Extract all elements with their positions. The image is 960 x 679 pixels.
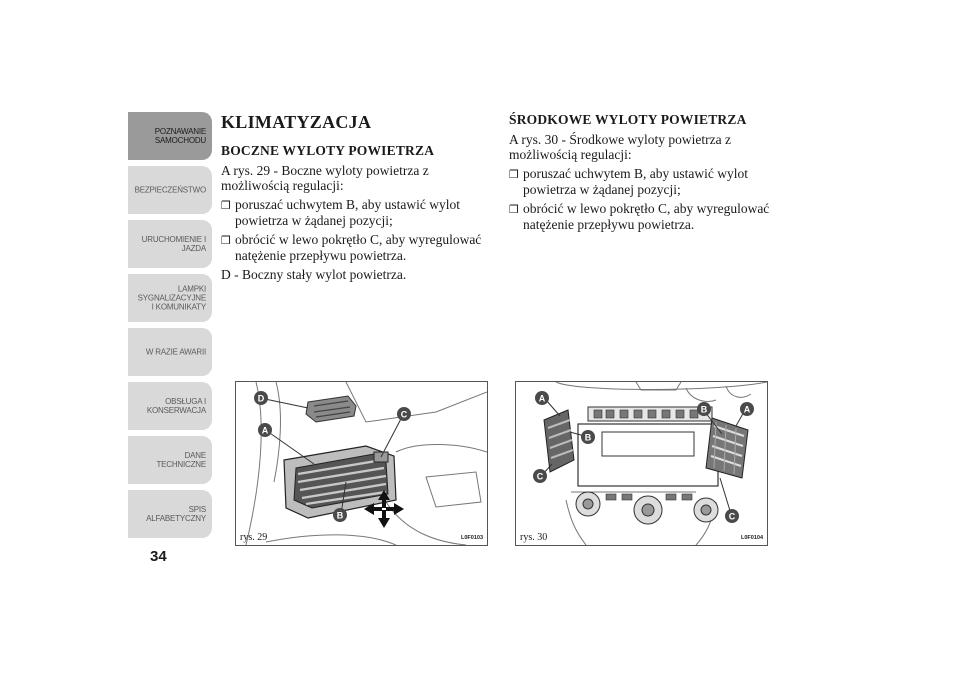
callout-label: B (336, 510, 344, 521)
callout-label: C (400, 409, 408, 420)
page-number: 34 (150, 548, 167, 565)
right-column (509, 112, 784, 236)
figure-caption: rys. 29 (240, 532, 268, 543)
tab-uruchomienie-i-jazda[interactable] (128, 220, 212, 268)
fixed-vent-note: D - Boczny stały wylot powietrza. (221, 267, 407, 282)
tab-w-razie-awarii[interactable] (128, 328, 212, 376)
checkbox-bullet-icon: ❒ (221, 234, 231, 247)
tab-label: OBSŁUGA I KONSERWACJA (146, 397, 206, 415)
callout-label: C (536, 471, 544, 482)
tab-label: LAMPKI SYGNALIZACYJNE I KOMUNIKATY (137, 284, 206, 312)
side-vents-heading: BOCZNE WYLOTY POWIETRZA (221, 143, 435, 158)
tab-label: URUCHOMIENIE I JAZDA (141, 235, 206, 253)
center-vents-intro: A rys. 30 - Środkowe wyloty powietrza z możliwością regulacji: (509, 132, 731, 162)
section-title: KLIMATYZACJA (221, 112, 372, 132)
callout-label: D (257, 393, 265, 404)
tab-poznawanie-samochodu[interactable] (128, 112, 212, 160)
callout-label: B (700, 404, 708, 415)
tab-obsluga-i-konserwacja[interactable] (128, 382, 212, 430)
tab-label: DANE TECHNICZNE (156, 451, 206, 469)
bullet-item: ❒ obrócić w lewo pokrętło C, aby wyregulować natężenie przepływu powietrza. (509, 201, 770, 232)
checkbox-bullet-icon: ❒ (509, 168, 519, 181)
figure-caption: rys. 30 (520, 532, 548, 543)
tab-label: POZNAWANIE SAMOCHODU (154, 127, 206, 145)
center-vents-heading: ŚRODKOWE WYLOTY POWIETRZA (509, 112, 747, 127)
callout-label: A (261, 425, 269, 436)
figure-code: L0F0104 (740, 535, 763, 541)
figure-code: L0F0103 (460, 535, 483, 541)
tab-label: W RAZIE AWARII (145, 347, 206, 357)
chapter-tabs (128, 112, 212, 544)
bullet-item: ❒ poruszać uchwytem B, aby ustawić wylot powietrza w żądanej pozycji; (509, 166, 748, 197)
tab-label: BEZPIECZEŃSTWO (134, 185, 206, 195)
tab-dane-techniczne[interactable] (128, 436, 212, 484)
callout-label: C (728, 511, 736, 522)
left-column (221, 112, 496, 286)
checkbox-bullet-icon: ❒ (221, 199, 231, 212)
callout-label: A (743, 404, 751, 415)
figure-center-vents (515, 381, 768, 546)
tab-lampki-sygnalizacyjne[interactable] (128, 274, 212, 322)
checkbox-bullet-icon: ❒ (509, 203, 519, 216)
bullet-item: ❒ obrócić w lewo pokrętło C, aby wyregulować natężenie przepływu powietrza. (221, 232, 482, 263)
tab-bezpieczenstwo[interactable] (128, 166, 212, 214)
callout-label: B (584, 432, 592, 443)
side-vent-illustration (236, 382, 487, 545)
tab-spis-alfabetyczny[interactable] (128, 490, 212, 538)
side-vents-intro: A rys. 29 - Boczne wyloty powietrza z możliwością regulacji: (221, 163, 429, 193)
tab-label: SPIS ALFABETYCZNY (146, 505, 206, 523)
callout-label: A (538, 393, 546, 404)
bullet-item: ❒ poruszać uchwytem B, aby ustawić wylot powietrza w żądanej pozycji; (221, 197, 460, 228)
figure-side-vent (235, 381, 488, 546)
center-vents-illustration (516, 382, 767, 545)
